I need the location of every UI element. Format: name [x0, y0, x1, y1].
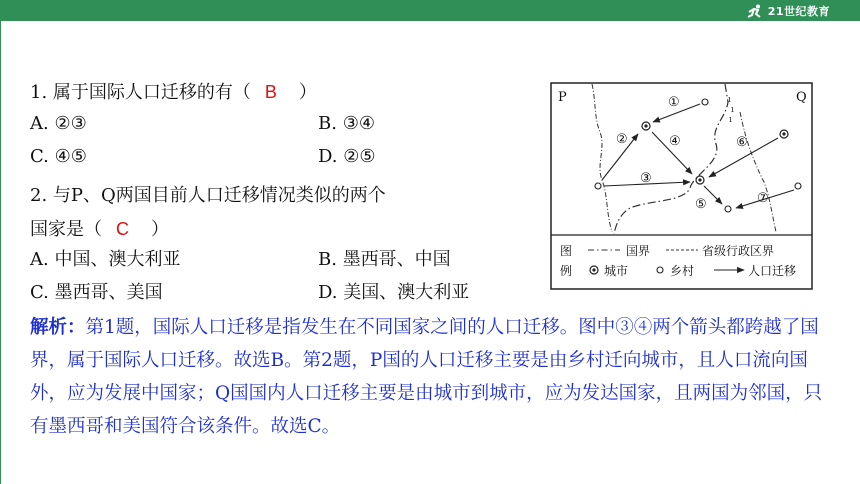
legend-provincial-label: 省级行政区界 — [702, 244, 775, 258]
q2-option-c: C. 墨西哥、美国 — [30, 282, 163, 303]
left-accent-line — [0, 21, 1, 484]
arrow-label-3: ③ — [640, 171, 652, 186]
arrow-label-2: ② — [616, 132, 628, 147]
svg-text:ı: ı — [728, 95, 731, 105]
q1-answer: B — [264, 82, 277, 102]
q2-option-d: D. 美国、澳大利亚 — [318, 282, 470, 303]
q1-stem — [30, 78, 317, 104]
arrow-label-1: ① — [668, 95, 680, 110]
arrow-label-7: ⑦ — [757, 191, 769, 206]
map-village-d — [795, 183, 801, 189]
explanation-body: 第1题，国际人口迁移是指发生在不同国家之间的人口迁移。图中③④两个箭头都跨越了国界，属于国际人口迁移。故选B。第2题，P国的人口迁移主要是由乡村迁向城市，且人口流向国外，应为发展中国家；Q国国内人口迁移主要是由城市到城市，应为发达国家，且两国为邻国，只有墨西哥和美国符合该条件。故选C。 — [30, 317, 823, 437]
q1-option-d: D. ②⑤ — [318, 146, 376, 167]
map-village-a — [702, 99, 708, 105]
arrow-label-6: ⑥ — [736, 135, 748, 150]
migration-map — [550, 82, 813, 290]
svg-text:ı: ı — [731, 105, 734, 115]
legend-title-2: 例 — [560, 264, 573, 278]
legend-migration-label: 人口迁移 — [748, 264, 797, 278]
map-frame — [551, 83, 812, 289]
svg-text:ı: ı — [729, 115, 732, 125]
q2-stem-line1: 2. 与P、Q两国目前人口迁移情况类似的两个 — [30, 185, 386, 206]
q1-stem-text: 1. 属于国际人口迁移的有（ — [30, 82, 251, 103]
q2-close: ） — [151, 219, 169, 240]
runner-logo-icon — [746, 4, 764, 18]
explanation-head: 解析： — [30, 317, 86, 338]
logo — [746, 2, 830, 19]
map-village-b — [595, 183, 601, 189]
q1-option-a: A. ②③ — [30, 113, 87, 134]
q2-answer: C — [116, 219, 129, 239]
arrow-label-4: ④ — [669, 134, 681, 149]
legend-national-label: 国界 — [626, 244, 651, 258]
q1-close: ） — [298, 82, 317, 103]
top-banner — [0, 0, 860, 21]
arrow-label-5: ⑤ — [695, 197, 707, 212]
explanation — [30, 311, 840, 443]
logo-text: 21世纪教育 — [767, 4, 830, 18]
country-q-label: Q — [796, 90, 807, 105]
map-village-c — [725, 206, 731, 212]
q1-option-b: B. ③④ — [318, 113, 375, 134]
country-p-label: P — [558, 90, 567, 105]
legend-title-1: 图 — [560, 244, 573, 258]
q2-option-a: A. 中国、澳大利亚 — [30, 249, 181, 270]
legend-city-label: 城市 — [604, 264, 629, 278]
map-svg — [550, 82, 813, 290]
q2-stem-line2 — [30, 215, 169, 241]
q2-stem-text: 国家是（ — [30, 219, 102, 240]
q1-option-c: C. ④⑤ — [30, 146, 87, 167]
q2-option-b: B. 墨西哥、中国 — [318, 249, 451, 270]
legend-village-label: 乡村 — [670, 264, 695, 278]
legend-village-symbol — [657, 267, 663, 273]
